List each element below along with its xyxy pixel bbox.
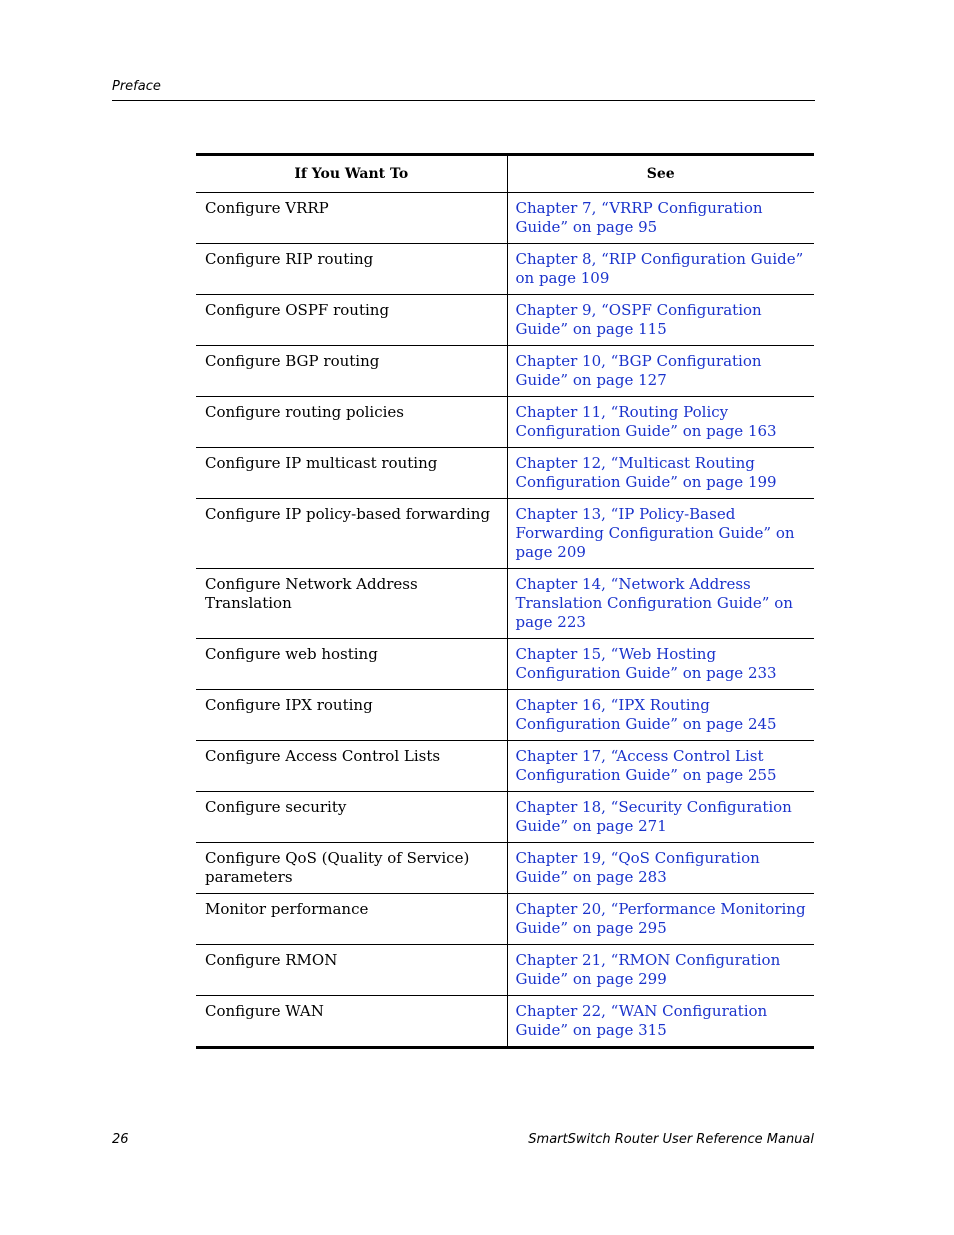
task-cell: Configure RIP routing — [196, 244, 507, 295]
chapter-link[interactable]: Chapter 19, “QoS Configuration Guide” on page 283 — [507, 843, 814, 894]
table-row — [196, 569, 814, 639]
task-cell: Configure VRRP — [196, 193, 507, 244]
table-row — [196, 792, 814, 843]
table-row — [196, 448, 814, 499]
table-row — [196, 499, 814, 569]
column-header-task: If You Want To — [196, 155, 507, 193]
task-cell: Configure BGP routing — [196, 346, 507, 397]
task-cell: Configure IP policy-based forwarding — [196, 499, 507, 569]
table-row — [196, 945, 814, 996]
chapter-link[interactable]: Chapter 8, “RIP Configuration Guide” on page 109 — [507, 244, 814, 295]
chapter-link[interactable]: Chapter 18, “Security Configuration Guide” on page 271 — [507, 792, 814, 843]
running-header: Preface — [112, 79, 161, 94]
task-cell: Monitor performance — [196, 894, 507, 945]
chapter-link[interactable]: Chapter 16, “IPX Routing Configuration Guide” on page 245 — [507, 690, 814, 741]
table-row — [196, 244, 814, 295]
header-rule — [112, 100, 815, 101]
cross-reference-table — [196, 153, 814, 1049]
task-cell: Configure routing policies — [196, 397, 507, 448]
table-row — [196, 639, 814, 690]
task-cell: Configure QoS (Quality of Service) parameters — [196, 843, 507, 894]
task-cell: Configure WAN — [196, 996, 507, 1048]
chapter-link[interactable]: Chapter 7, “VRRP Configuration Guide” on page 95 — [507, 193, 814, 244]
task-cell: Configure web hosting — [196, 639, 507, 690]
table-row — [196, 193, 814, 244]
table-row — [196, 996, 814, 1048]
table-row — [196, 843, 814, 894]
chapter-link[interactable]: Chapter 12, “Multicast Routing Configuration Guide” on page 199 — [507, 448, 814, 499]
task-cell: Configure IP multicast routing — [196, 448, 507, 499]
chapter-link[interactable]: Chapter 20, “Performance Monitoring Guide” on page 295 — [507, 894, 814, 945]
chapter-link[interactable]: Chapter 15, “Web Hosting Configuration Guide” on page 233 — [507, 639, 814, 690]
table-row — [196, 690, 814, 741]
table-row — [196, 397, 814, 448]
table-row — [196, 894, 814, 945]
manual-title: SmartSwitch Router User Reference Manual — [528, 1132, 814, 1147]
task-cell: Configure OSPF routing — [196, 295, 507, 346]
chapter-link[interactable]: Chapter 13, “IP Policy-Based Forwarding Configuration Guide” on page 209 — [507, 499, 814, 569]
page-number: 26 — [112, 1132, 129, 1147]
chapter-link[interactable]: Chapter 21, “RMON Configuration Guide” on page 299 — [507, 945, 814, 996]
chapter-link[interactable]: Chapter 11, “Routing Policy Configuration Guide” on page 163 — [507, 397, 814, 448]
task-cell: Configure Access Control Lists — [196, 741, 507, 792]
chapter-link[interactable]: Chapter 22, “WAN Configuration Guide” on page 315 — [507, 996, 814, 1048]
chapter-link[interactable]: Chapter 14, “Network Address Translation Configuration Guide” on page 223 — [507, 569, 814, 639]
table-row — [196, 741, 814, 792]
table-header-row — [196, 155, 814, 193]
chapter-link[interactable]: Chapter 9, “OSPF Configuration Guide” on page 115 — [507, 295, 814, 346]
table-row — [196, 346, 814, 397]
chapter-link[interactable]: Chapter 10, “BGP Configuration Guide” on page 127 — [507, 346, 814, 397]
task-cell: Configure IPX routing — [196, 690, 507, 741]
chapter-link[interactable]: Chapter 17, “Access Control List Configuration Guide” on page 255 — [507, 741, 814, 792]
task-cell: Configure security — [196, 792, 507, 843]
task-cell: Configure RMON — [196, 945, 507, 996]
column-header-see: See — [507, 155, 814, 193]
table-row — [196, 295, 814, 346]
task-cell: Configure Network Address Translation — [196, 569, 507, 639]
